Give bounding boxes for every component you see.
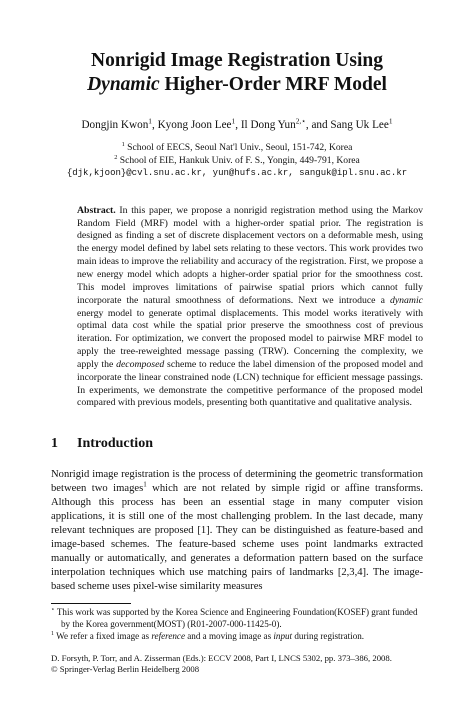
intro-text: Nonrigid image registration is the process of determining the geometric transformation between two images (51, 469, 423, 495)
abstract-label: Abstract. (77, 204, 116, 216)
abstract-emphasis: decomposed (116, 358, 165, 370)
abstract-text: energy model to generate optimal displacements. This model works iteratively with optimal data cost while the spatial prior preserve the smoothness cost of previous iteration. For optimization, we convert the proposed model to pairwise MRF model to apply the tree-reweighted message passing (TRW). Concerning the complexity, we apply the (77, 307, 423, 370)
affil-text: School of EECS, Seoul Nat'l Univ., Seoul, 151-742, Korea (124, 142, 353, 153)
author-name: Kyong Joon Lee (157, 119, 232, 131)
footnote-mark: 1 (51, 631, 54, 637)
footnote-text: during registration. (292, 631, 365, 642)
footnote-terminology (51, 631, 423, 642)
author-name: Dongjin Kwon (81, 119, 149, 131)
abstract-emphasis: dynamic (389, 294, 423, 306)
author-name: Sang Uk Lee (330, 119, 389, 131)
footnote-mark: ⋆ (51, 607, 55, 614)
intro-paragraph (51, 468, 423, 593)
author-separator: , (235, 119, 241, 131)
author-separator-and: , and (305, 119, 331, 131)
title-emphasis: Dynamic (87, 74, 160, 95)
affiliation-line (44, 142, 430, 155)
author-affil-mark: 1 (148, 116, 152, 126)
footnote-emphasis: input (273, 631, 293, 642)
author-separator: , (151, 119, 158, 131)
publication-credit (51, 653, 423, 675)
footnote-text: This work was supported by the Korea Science and Engineering Foundation(KOSEF) grant funded by the Korea government(MOST) (R01-2007-000-11425-0). (54, 607, 418, 629)
author-name: Il Dong Yun (240, 119, 296, 131)
affil-text: School of EIE, Hankuk Univ. of F. S., Yongin, 449-791, Korea (117, 154, 360, 166)
abstract (77, 205, 423, 411)
footnote-rule (51, 603, 131, 604)
footnote-ref: 1 (143, 480, 147, 489)
author-affil-mark: 1 (231, 116, 236, 126)
footnote-text: and a moving image as (185, 631, 274, 642)
footnote-text: We refer a fixed image as (54, 631, 152, 642)
title-line-1: Nonrigid Image Registration Using (91, 50, 383, 71)
section-number: 1 (51, 436, 58, 452)
affiliations (44, 142, 430, 180)
credit-line: D. Forsyth, P. Torr, and A. Zisserman (Eds.): ECCV 2008, Part I, LNCS 5302, pp. 373–386, 2008. (51, 653, 392, 664)
author-list (44, 118, 430, 132)
author-affil-mark: 1 (388, 116, 393, 126)
abstract-text: In this paper, we propose a nonrigid registration method using the Markov Random Field (MRF) model with a higher-order spatial prior. The registration is designed as finding a set of discrete displacement vectors on a deformable mesh, using the energy model defined by label sets relating to these vectors. This work provides two main ideas to improve the reliability and accuracy of the registration. First, we propose a new energy model which adopts a higher-order spatial prior for the smoothness cost. This model improves limitations of pairwise spatial priors which cannot fully incorporate the natural smoothness of deformations. Next we introduce a (77, 204, 424, 306)
footnotes (51, 607, 423, 642)
section-heading (51, 436, 430, 452)
author-emails: {djk,kjoon}@cvl.snu.ac.kr, yun@hufs.ac.kr, sanguk@ipl.snu.ac.kr (66, 168, 408, 179)
paper-title (44, 49, 430, 97)
abstract-text: scheme to reduce the label dimension of the proposed model and incorporate the linear constrained node (LCN) technique for efficient message passings. In experiments, we demonstrate the competitive performance of the proposed model compared with previous models, presenting both quantitative and qualitative analysis. (77, 358, 423, 409)
affiliation-line (44, 155, 430, 168)
affil-mark: 2 (114, 153, 118, 161)
copyright-line: © Springer-Verlag Berlin Heidelberg 2008 (51, 664, 200, 675)
title-block (44, 0, 430, 97)
section-title: Introduction (77, 436, 153, 452)
footnote-emphasis: reference (151, 631, 185, 642)
author-affil-mark: 2,⋆ (295, 116, 306, 126)
intro-text: which are not related by simple rigid or affine transforms. Although this process has been an essential stage in many computer vision applications, it is still one of the most challenging problem. In the last decade, many relevant techniques are proposed [1]. They can be distinguished as feature-based and image-based schemes. The feature-based scheme uses point landmarks extracted manually or automatically, and generates a deformation pattern based on the surface interpolation techniques which use matching pairs of landmarks [2,3,4]. The image-based scheme uses pixel-wise similarity measures (51, 483, 423, 592)
footnote-funding (51, 607, 423, 630)
title-line-2: Higher-Order MRF Model (159, 74, 387, 95)
affil-mark: 1 (121, 140, 125, 148)
